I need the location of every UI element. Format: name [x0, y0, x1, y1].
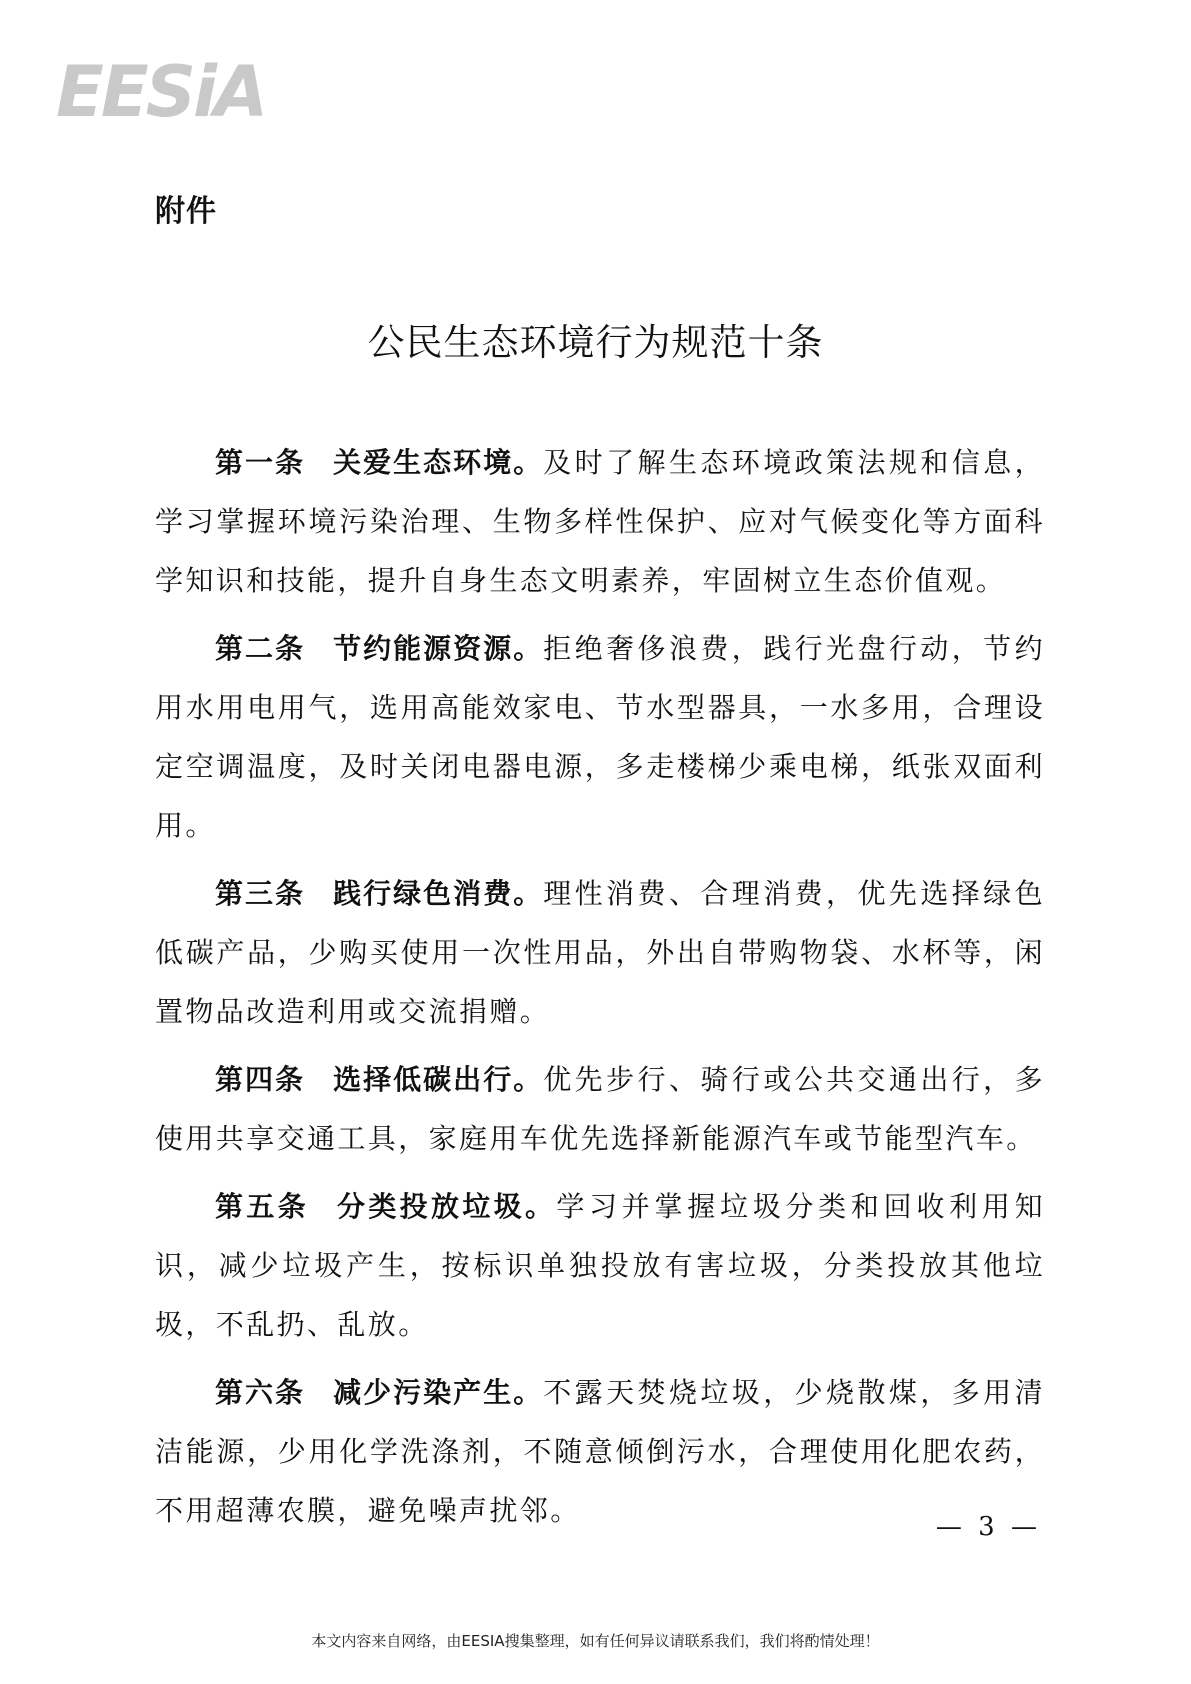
- article-heading: 分类投放垃圾。: [337, 1190, 557, 1223]
- svg-text:EESiA: EESiA: [56, 52, 266, 132]
- article-1: [155, 433, 1045, 610]
- footer-note: 本文内容来自网络，由EESIA搜集整理，如有任何异议请联系我们，我们将酌情处理！: [311, 1632, 880, 1650]
- article-heading: 减少污染产生。: [333, 1376, 544, 1409]
- article-text: 学习并掌握垃圾分类和回收利用知识，减少垃圾产生，按标识单独投放有害垃圾，分类投放其他垃圾，不乱扔、乱放。: [155, 1190, 1045, 1341]
- article-2: [155, 619, 1045, 855]
- document-title: 公民生态环境行为规范十条: [367, 321, 824, 364]
- article-number: 第五条: [215, 1190, 309, 1223]
- eesia-logo: [56, 52, 296, 132]
- article-heading: 节约能源资源。: [333, 632, 544, 665]
- article-text: 优先步行、骑行或公共交通出行，多使用共享交通工具，家庭用车优先选择新能源汽车或节能型汽车。: [155, 1063, 1045, 1155]
- article-number: 第四条: [215, 1063, 306, 1096]
- article-heading: 选择低碳出行。: [333, 1063, 544, 1096]
- article-number: 第一条: [215, 446, 306, 479]
- article-text: 不露天焚烧垃圾，少烧散煤，多用清洁能源，少用化学洗涤剂，不随意倾倒污水，合理使用化肥农药，不用超薄农膜，避免噪声扰邻。: [155, 1376, 1045, 1527]
- article-number: 第六条: [215, 1376, 306, 1409]
- article-4: [155, 1050, 1045, 1168]
- article-3: [155, 864, 1045, 1041]
- page-number: — 3 —: [935, 1512, 1041, 1542]
- attachment-label: 附件: [155, 194, 217, 229]
- article-6: [155, 1363, 1045, 1540]
- article-number: 第二条: [215, 632, 306, 665]
- article-text: 及时了解生态环境政策法规和信息，学习掌握环境污染治理、生物多样性保护、应对气候变化等方面科学知识和技能，提升自身生态文明素养，牢固树立生态价值观。: [155, 446, 1045, 597]
- article-heading: 关爱生态环境。: [333, 446, 544, 479]
- article-heading: 践行绿色消费。: [333, 877, 544, 910]
- article-5: [155, 1177, 1045, 1354]
- article-text: 拒绝奢侈浪费，践行光盘行动，节约用水用电用气，选用高能效家电、节水型器具，一水多用，合理设定空调温度，及时关闭电器电源，多走楼梯少乘电梯，纸张双面利用。: [155, 632, 1045, 842]
- article-number: 第三条: [215, 877, 306, 910]
- articles-list: [155, 433, 1045, 1549]
- article-text: 理性消费、合理消费，优先选择绿色低碳产品，少购买使用一次性用品，外出自带购物袋、水杯等，闲置物品改造利用或交流捐赠。: [155, 877, 1045, 1028]
